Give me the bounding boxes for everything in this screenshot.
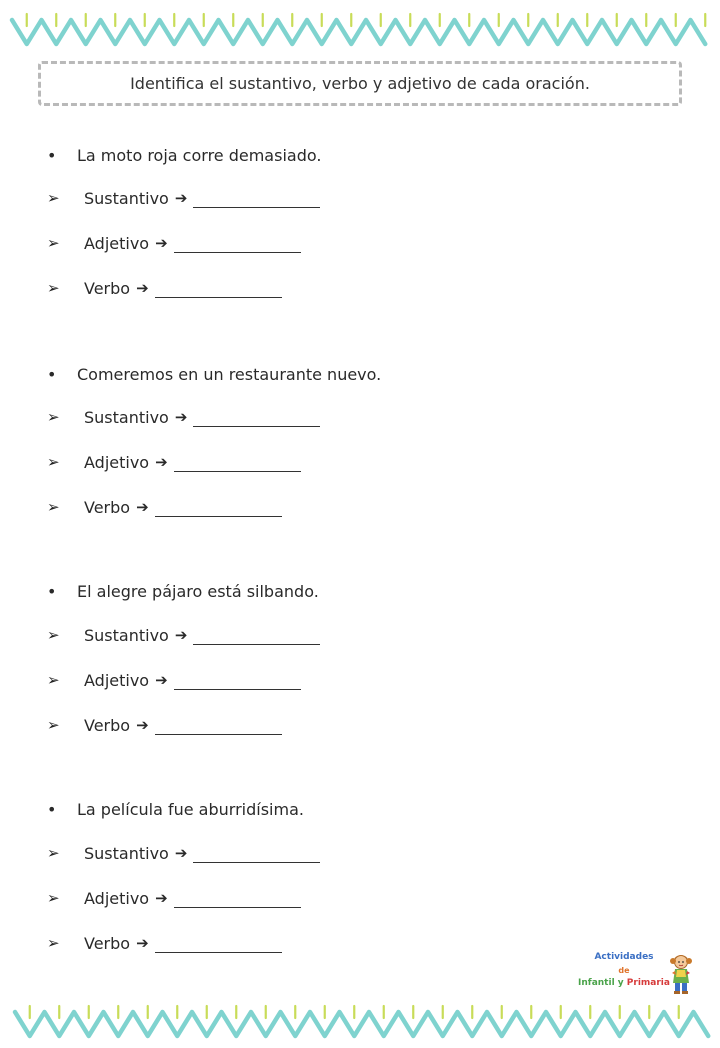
noun-label: Sustantivo [84, 188, 169, 208]
sentence-text: Comeremos en un restaurante nuevo. [77, 364, 382, 384]
adjective-label: Adjetivo [84, 452, 150, 472]
logo-line-3: Infantil y Primaria [578, 978, 670, 988]
sentence-text: La moto roja corre demasiado. [77, 145, 322, 165]
pointer-icon: ➢ [47, 889, 60, 907]
arrow-icon: ➔ [174, 844, 188, 862]
adjective-answer-blank[interactable] [174, 893, 301, 908]
bullet-icon: • [47, 364, 57, 384]
adjective-answer-blank[interactable] [174, 457, 301, 472]
arrow-icon: ➔ [155, 889, 168, 907]
adjective-answer-blank[interactable] [174, 238, 301, 253]
arrow-icon: ➔ [136, 934, 149, 952]
publisher-logo [574, 951, 699, 997]
verb-answer-blank[interactable] [155, 502, 282, 517]
arrow-icon: ➔ [136, 498, 149, 516]
bullet-icon: • [47, 145, 57, 165]
pointer-icon: ➢ [47, 234, 60, 252]
sentence-text: La película fue aburridísima. [77, 799, 304, 819]
child-figure-icon [668, 953, 694, 995]
pointer-icon: ➢ [47, 498, 60, 516]
verb-answer-blank[interactable] [155, 283, 282, 298]
pointer-icon: ➢ [47, 716, 60, 734]
verb-label: Verbo [84, 497, 131, 517]
verb-label: Verbo [84, 278, 131, 298]
arrow-icon: ➔ [174, 189, 188, 207]
pointer-icon: ➢ [47, 844, 60, 862]
adjective-answer-blank[interactable] [174, 675, 301, 690]
noun-answer-blank[interactable] [193, 412, 320, 427]
arrow-icon: ➔ [136, 716, 149, 734]
bullet-icon: • [47, 799, 57, 819]
adjective-label: Adjetivo [84, 888, 150, 908]
noun-label: Sustantivo [84, 407, 169, 427]
adjective-label: Adjetivo [84, 233, 150, 253]
noun-label: Sustantivo [84, 625, 169, 645]
noun-answer-blank[interactable] [193, 193, 320, 208]
pointer-icon: ➢ [47, 279, 60, 297]
noun-answer-blank[interactable] [193, 630, 320, 645]
instruction-box [38, 61, 682, 106]
pointer-icon: ➢ [47, 626, 60, 644]
arrow-icon: ➔ [155, 671, 168, 689]
arrow-icon: ➔ [136, 279, 149, 297]
sentence-text: El alegre pájaro está silbando. [77, 581, 319, 601]
noun-label: Sustantivo [84, 843, 169, 863]
verb-label: Verbo [84, 933, 131, 953]
verb-answer-blank[interactable] [155, 938, 282, 953]
arrow-icon: ➔ [155, 453, 168, 471]
pointer-icon: ➢ [47, 189, 60, 207]
logo-line-1: Actividades [594, 952, 654, 962]
arrow-icon: ➔ [155, 234, 168, 252]
instruction-text: Identifica el sustantivo, verbo y adjetivo de cada oración. [130, 74, 590, 93]
arrow-icon: ➔ [174, 408, 188, 426]
pointer-icon: ➢ [47, 453, 60, 471]
top-zigzag-border [0, 6, 720, 56]
adjective-label: Adjetivo [84, 670, 150, 690]
pointer-icon: ➢ [47, 408, 60, 426]
bottom-zigzag-border [0, 998, 720, 1048]
pointer-icon: ➢ [47, 671, 60, 689]
noun-answer-blank[interactable] [193, 848, 320, 863]
pointer-icon: ➢ [47, 934, 60, 952]
logo-line-2: de [618, 966, 630, 975]
bullet-icon: • [47, 581, 57, 601]
verb-answer-blank[interactable] [155, 720, 282, 735]
arrow-icon: ➔ [174, 626, 188, 644]
verb-label: Verbo [84, 715, 131, 735]
